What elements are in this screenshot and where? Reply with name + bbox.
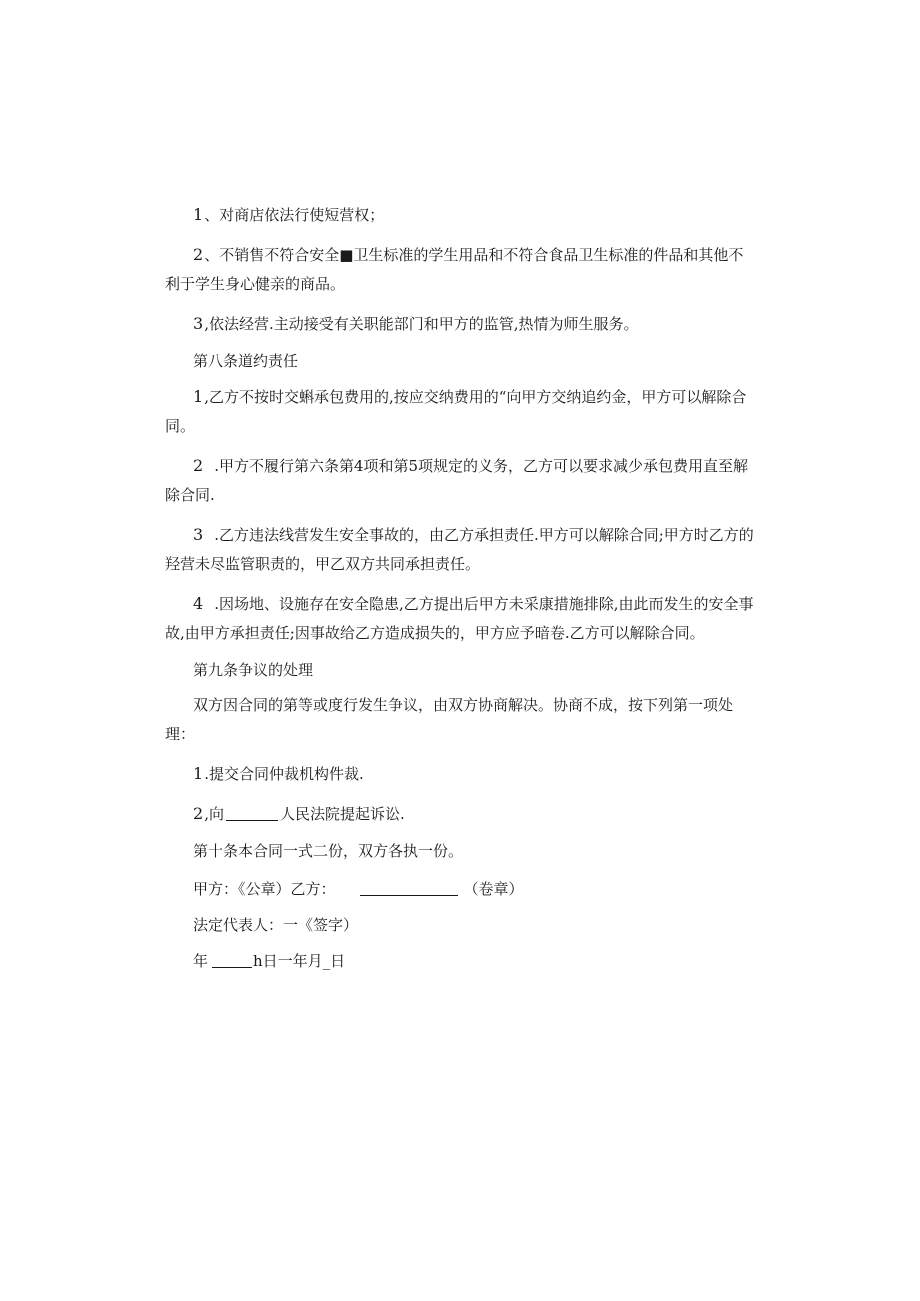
date-line [193, 949, 755, 973]
dispute-option-2 [165, 799, 755, 829]
clause-text: ,乙方不按时交蝌承包费用的,按应交纳费用的“向甲方交纳追约金，甲方可以解除合同。 [165, 388, 747, 435]
liability-clause-3 [165, 520, 755, 579]
clause-text-post: 人民法院提起诉讼. [279, 805, 405, 823]
clause-number: 1 [193, 387, 205, 406]
party-b-seal: （卷章） [463, 880, 524, 898]
clause-text-pre: ,向 [204, 805, 224, 823]
article-8-heading: 第八条道约责任 [193, 352, 299, 370]
contract-body [165, 200, 755, 985]
representative-line: 法定代表人：一《签字） [193, 916, 359, 934]
date-rest: h日一年月_日 [253, 952, 346, 970]
dispute-option-1 [165, 759, 755, 789]
clause-3 [165, 309, 755, 339]
clause-text: .乙方违法线营发生安全事故的，由乙方承担责任.甲方可以解除合同;甲方时乙方的羟营未尽监管职责的，甲乙双方共同承担责任。 [165, 526, 754, 573]
clause-text: .提交合同仲裁机构件裁. [204, 765, 364, 783]
clause-text: .因场地、设施存在安全隐患,乙方提出后甲方未采康措施排除,由此而发生的安全事故,由甲方承担责任;因事故给乙方造成损失的，甲方应予暗卷.乙方可以解除合同。 [165, 595, 754, 642]
article-10: 第十条本合同一式二份，双方各执一份。 [193, 842, 464, 860]
party-b-blank [360, 881, 458, 896]
clause-number: 3 [193, 525, 205, 544]
dispute-text: 双方因合同的第等或度行发生争议，由双方协商解决。协商不成，按下列第一项处理： [165, 696, 734, 743]
party-line [193, 877, 755, 901]
clause-text: ,依法经营.主动接受有关职能部门和甲方的监管,热情为师生服务。 [204, 315, 639, 333]
party-a-label: 甲方：《公章）乙方： [193, 880, 336, 898]
clause-number: 2 [193, 456, 205, 475]
clause-text: .甲方不履行第六条第4项和第5项规定的义务，乙方可以要求减少承包费用直至解除合同. [165, 457, 749, 504]
clause-number: 4 [193, 594, 205, 613]
clause-number: 1 [193, 764, 205, 783]
clause-2 [165, 240, 755, 299]
liability-clause-2 [165, 451, 755, 510]
date-blank [212, 953, 252, 968]
clause-1 [165, 200, 755, 230]
clause-number: 3 [193, 314, 205, 333]
clause-text: 、对商店依法行使短营权； [204, 206, 385, 224]
clause-number: 2 [193, 245, 205, 264]
clause-number: 1 [193, 205, 205, 224]
court-blank [226, 806, 278, 821]
liability-clause-4 [165, 589, 755, 648]
date-year: 年 [193, 952, 209, 970]
article-9-heading: 第九条争议的处理 [193, 661, 314, 679]
clause-text: 、不销售不符合安全■卫生标准的学生用品和不符合食品卫生标准的件品和其他不利于学生身心健亲的商品。 [165, 246, 744, 293]
clause-number: 2 [193, 804, 205, 823]
liability-clause-1 [165, 382, 755, 441]
